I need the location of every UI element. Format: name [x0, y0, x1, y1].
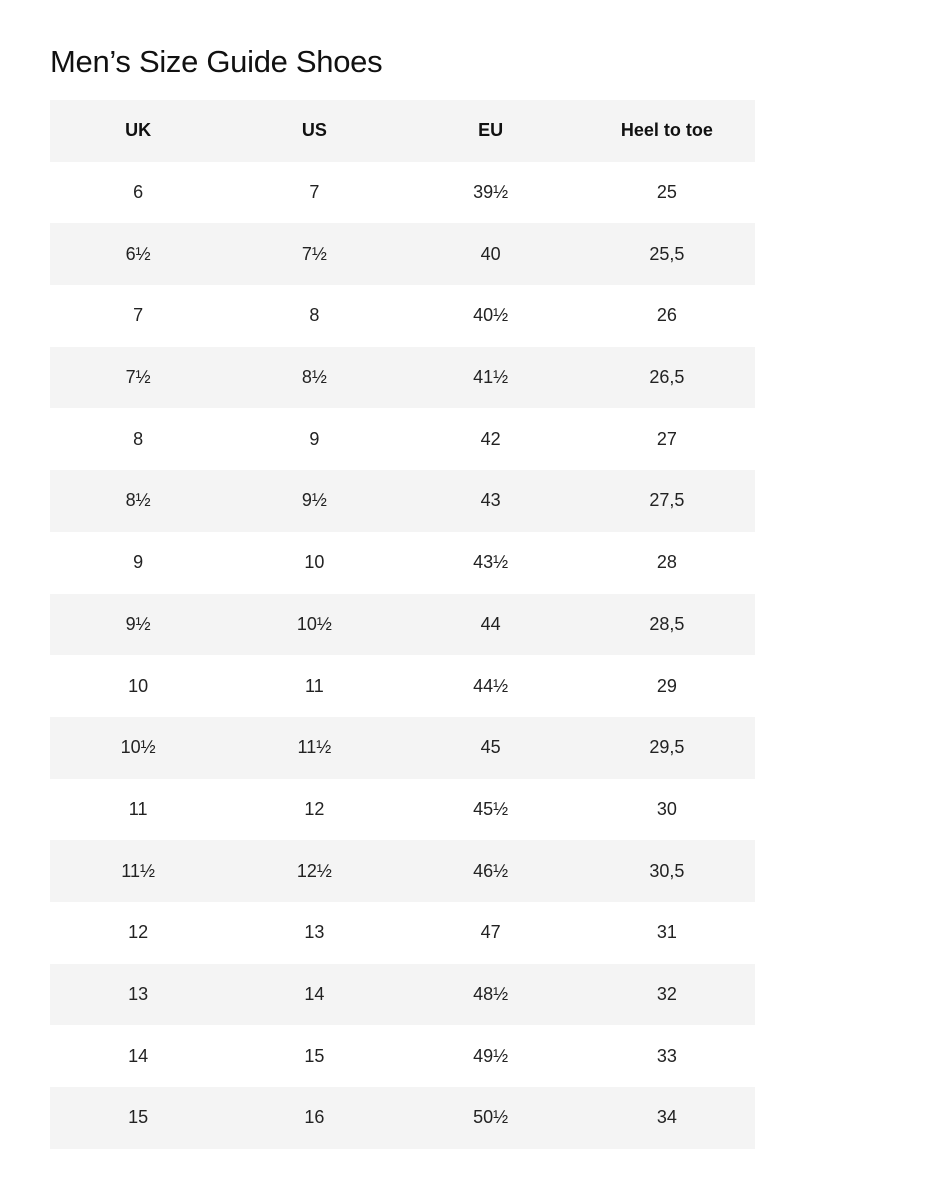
table-row: [50, 347, 755, 409]
uk-size-cell: 10½: [50, 717, 226, 779]
eu-size-cell: 48½: [403, 964, 579, 1026]
size-guide-table: [50, 100, 755, 1149]
eu-size-cell: 40½: [403, 285, 579, 347]
us-size-cell: 8½: [226, 347, 402, 409]
uk-size-cell: 14: [50, 1025, 226, 1087]
table-row: [50, 408, 755, 470]
eu-size-cell: 47: [403, 902, 579, 964]
eu-size-cell: 45½: [403, 779, 579, 841]
table-row: [50, 1025, 755, 1087]
table-row: [50, 594, 755, 656]
us-size-cell: 8: [226, 285, 402, 347]
table-row: [50, 532, 755, 594]
table-row: [50, 470, 755, 532]
eu-size-cell: 40: [403, 223, 579, 285]
eu-size-cell: 39½: [403, 162, 579, 224]
heel-to-toe-cell: 31: [579, 902, 755, 964]
table-row: [50, 223, 755, 285]
uk-size-cell: 7½: [50, 347, 226, 409]
uk-size-cell: 10: [50, 655, 226, 717]
us-size-cell: 11½: [226, 717, 402, 779]
table-row: [50, 717, 755, 779]
us-size-cell: 9: [226, 408, 402, 470]
us-size-cell: 13: [226, 902, 402, 964]
us-size-cell: 15: [226, 1025, 402, 1087]
size-table-body: [50, 162, 755, 1149]
heel-to-toe-cell: 26,5: [579, 347, 755, 409]
heel-to-toe-cell: 33: [579, 1025, 755, 1087]
eu-size-cell: 50½: [403, 1087, 579, 1149]
uk-size-cell: 15: [50, 1087, 226, 1149]
heel-to-toe-cell: 29,5: [579, 717, 755, 779]
eu-size-cell: 43: [403, 470, 579, 532]
column-header-uk: UK: [50, 100, 226, 162]
table-row: [50, 1087, 755, 1149]
uk-size-cell: 12: [50, 902, 226, 964]
us-size-cell: 9½: [226, 470, 402, 532]
table-row: [50, 779, 755, 841]
uk-size-cell: 7: [50, 285, 226, 347]
uk-size-cell: 9: [50, 532, 226, 594]
us-size-cell: 10: [226, 532, 402, 594]
uk-size-cell: 8: [50, 408, 226, 470]
uk-size-cell: 6: [50, 162, 226, 224]
column-header-heel-to-toe: Heel to toe: [579, 100, 755, 162]
uk-size-cell: 13: [50, 964, 226, 1026]
uk-size-cell: 11½: [50, 840, 226, 902]
us-size-cell: 14: [226, 964, 402, 1026]
table-row: [50, 902, 755, 964]
us-size-cell: 7½: [226, 223, 402, 285]
us-size-cell: 12: [226, 779, 402, 841]
us-size-cell: 11: [226, 655, 402, 717]
eu-size-cell: 46½: [403, 840, 579, 902]
eu-size-cell: 43½: [403, 532, 579, 594]
us-size-cell: 12½: [226, 840, 402, 902]
heel-to-toe-cell: 28,5: [579, 594, 755, 656]
heel-to-toe-cell: 34: [579, 1087, 755, 1149]
us-size-cell: 16: [226, 1087, 402, 1149]
heel-to-toe-cell: 27,5: [579, 470, 755, 532]
table-row: [50, 964, 755, 1026]
heel-to-toe-cell: 28: [579, 532, 755, 594]
table-row: [50, 655, 755, 717]
column-header-eu: EU: [403, 100, 579, 162]
table-row: [50, 285, 755, 347]
uk-size-cell: 6½: [50, 223, 226, 285]
eu-size-cell: 44: [403, 594, 579, 656]
us-size-cell: 10½: [226, 594, 402, 656]
uk-size-cell: 8½: [50, 470, 226, 532]
column-header-us: US: [226, 100, 402, 162]
table-row: [50, 840, 755, 902]
page-title: Men’s Size Guide Shoes: [50, 44, 383, 79]
heel-to-toe-cell: 30,5: [579, 840, 755, 902]
us-size-cell: 7: [226, 162, 402, 224]
table-header-row: [50, 100, 755, 162]
eu-size-cell: 44½: [403, 655, 579, 717]
heel-to-toe-cell: 25: [579, 162, 755, 224]
heel-to-toe-cell: 32: [579, 964, 755, 1026]
heel-to-toe-cell: 27: [579, 408, 755, 470]
eu-size-cell: 41½: [403, 347, 579, 409]
eu-size-cell: 49½: [403, 1025, 579, 1087]
heel-to-toe-cell: 29: [579, 655, 755, 717]
heel-to-toe-cell: 26: [579, 285, 755, 347]
uk-size-cell: 11: [50, 779, 226, 841]
eu-size-cell: 42: [403, 408, 579, 470]
heel-to-toe-cell: 25,5: [579, 223, 755, 285]
eu-size-cell: 45: [403, 717, 579, 779]
heel-to-toe-cell: 30: [579, 779, 755, 841]
uk-size-cell: 9½: [50, 594, 226, 656]
table-row: [50, 162, 755, 224]
